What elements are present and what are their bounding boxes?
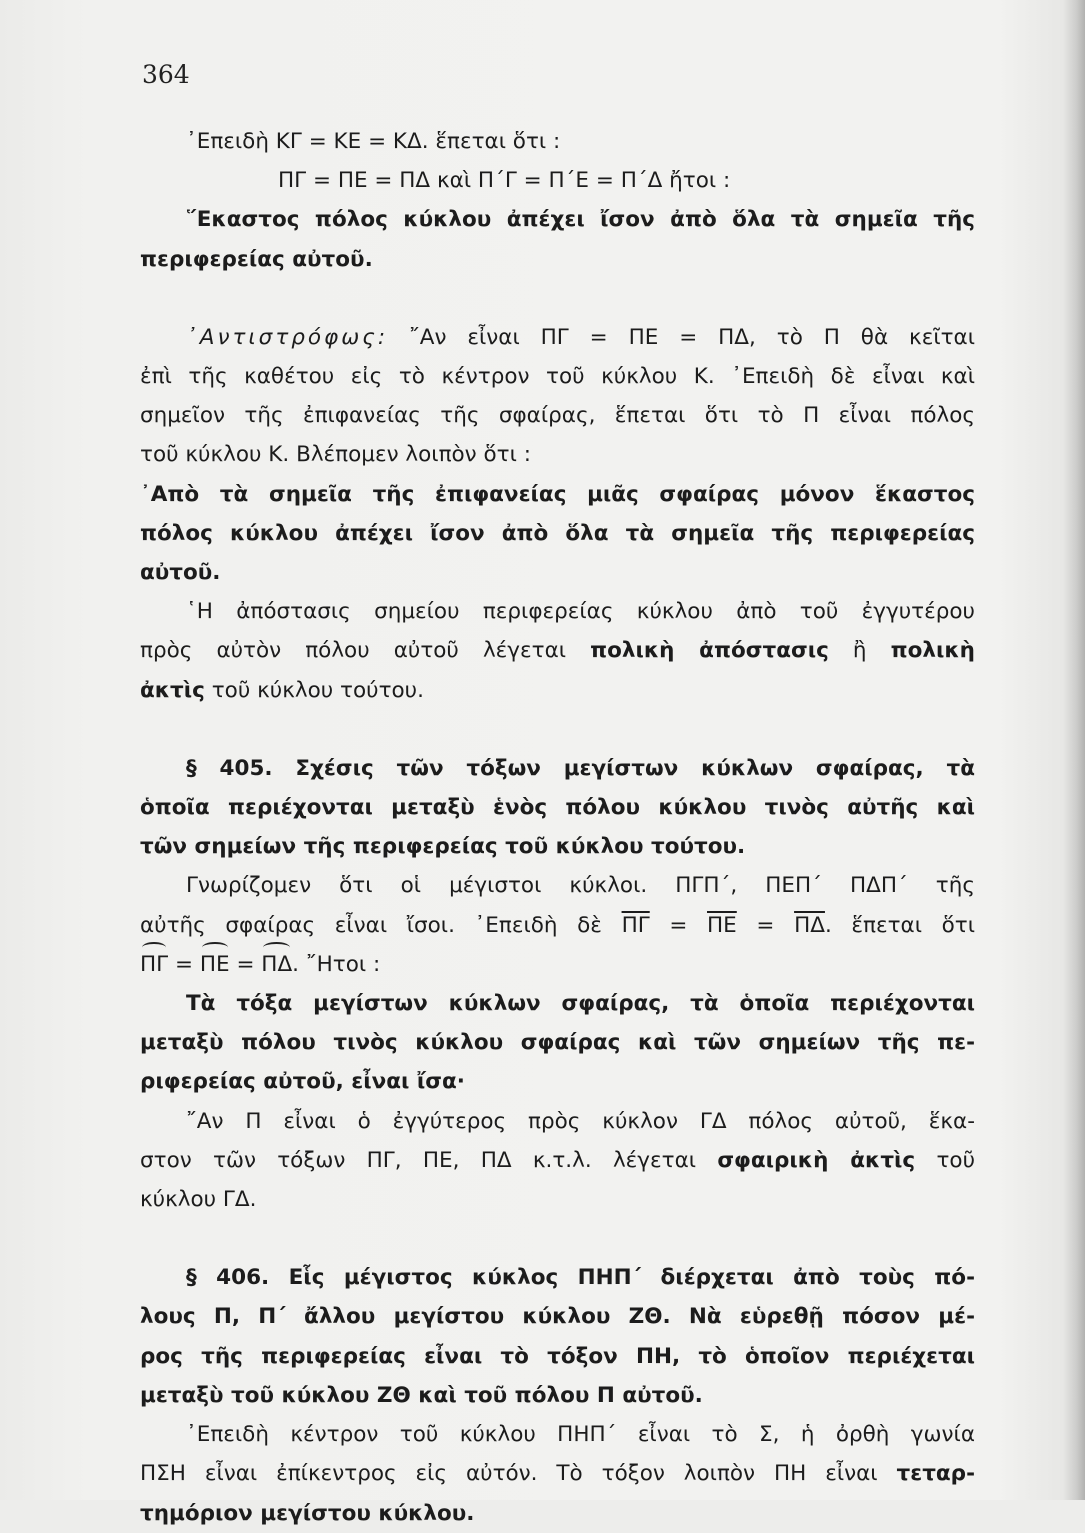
arc: ΠΕ — [200, 945, 230, 984]
segment: $\overline{\Pi\Delta}$ — [794, 912, 825, 938]
page-spine-shadow — [1063, 0, 1085, 1500]
text-line: ἐπὶ τῆς καθέτου εἰς τὸ κέντρον τοῦ κύκλου Κ. ᾿Επειδὴ δὲ εἶναι καὶ — [140, 364, 975, 390]
arc: ΠΓ — [140, 945, 168, 984]
section-heading-406: λους Π, Π΄ ἄλλου μεγίστου κύκλου ΖΘ. Νὰ εὑρεθῇ πόσον μέ- — [140, 1304, 975, 1330]
text-span: ΠΣΗ εἶναι ἐπίκεντρος εἰς αὐτόν. Τὸ τόξον λοιπὸν ΠΗ εἶναι — [140, 1461, 878, 1487]
text-span: τοῦ κύκλου τούτου. — [211, 677, 424, 703]
text-line: ᾿Επειδὴ κέντρον τοῦ κύκλου ΠΗΠ΄ εἶναι τὸ Σ, ἡ ὀρθὴ γωνία — [186, 1422, 975, 1448]
text-span: . ἕπεται ὅτι — [824, 912, 976, 938]
text-line: ῎Αν Π εἶναι ὁ ἐγγύτερος πρὸς κύκλον ΓΔ πόλος αὐτοῦ, ἕκα- — [186, 1108, 975, 1134]
spacer — [140, 1219, 975, 1258]
text-line: αὐτῆς σφαίρας εἶναι ἴσοι. ᾿Επειδὴ δὲ $\overline{\Pi\Gamma} = \overline{\Pi E} = \overline{\Pi\Delta}$. ἕπεται ὅτι — [140, 912, 976, 938]
text-line — [140, 318, 975, 357]
text-span: τοῦ — [936, 1147, 976, 1173]
text-span: αὐτῆς σφαίρας εἶναι ἴσοι. ᾿Επειδὴ δὲ — [140, 912, 602, 938]
text-span: πρὸς αὐτὸν πόλου αὐτοῦ λέγεται — [140, 638, 567, 664]
text-line — [140, 631, 975, 670]
section-heading-406: μεταξὺ τοῦ κύκλου ΖΘ καὶ τοῦ πόλου Π αὐτοῦ. — [140, 1382, 703, 1408]
text-line: ᾿Επειδὴ ΚΓ = ΚΕ = ΚΔ. ἕπεται ὅτι : — [186, 129, 561, 154]
page-number: 364 — [142, 60, 190, 89]
theorem-statement: αὐτοῦ. — [140, 560, 221, 586]
text-span: ῎Αν εἶναι ΠΓ = ΠΕ = ΠΔ, τὸ Π θὰ κεῖται — [409, 324, 975, 350]
text-span: . ῎Ητοι : — [292, 951, 381, 977]
text-line: ΠΓ = ΠΕ = ΠΔ. ῎Ητοι : — [140, 945, 975, 984]
text-line — [140, 1141, 975, 1180]
theorem-statement: ῞Εκαστος πόλος κύκλου ἀπέχει ἴσον ἀπὸ ὅλα τὰ σημεῖα τῆς — [186, 207, 975, 233]
text-line: ῾Η ἀπόστασις σημείου περιφερείας κύκλου ἀπὸ τοῦ ἐγγυτέρου — [186, 599, 975, 625]
text-span: ἢ — [852, 638, 867, 664]
term: τημόριον μεγίστου κύκλου. — [140, 1500, 475, 1526]
text-line: ΠΓ = ΠΕ = ΠΔ καὶ Π΄Γ = Π΄Ε = Π΄Δ ἤτοι : — [278, 168, 731, 194]
text-line: σημεῖον τῆς ἐπιφανείας τῆς σφαίρας, ἕπεται ὅτι τὸ Π εἶναι πόλος — [140, 403, 975, 429]
arc: ΠΔ — [261, 945, 292, 984]
text-line: Γνωρίζομεν ὅτι οἱ μέγιστοι κύκλοι. ΠΓΠ΄, ΠΕΠ΄ ΠΔΠ΄ τῆς — [186, 873, 975, 899]
text-line: κύκλου ΓΔ. — [140, 1187, 257, 1213]
term: πολικὴ — [890, 638, 975, 664]
spacer — [140, 279, 975, 318]
theorem-statement: Τὰ τόξα μεγίστων κύκλων σφαίρας, τὰ ὁποῖα περιέχονται — [186, 991, 975, 1017]
term: πολικὴ ἀπόστασις — [590, 638, 829, 664]
section-heading-405: ὁποῖα περιέχονται μεταξὺ ἑνὸς πόλου κύκλου τινὸς αὐτῆς καὶ — [140, 795, 975, 821]
term: ἀκτὶς — [140, 677, 205, 703]
theorem-statement: πόλος κύκλου ἀπέχει ἴσον ἀπὸ ὅλα τὰ σημεῖα τῆς περιφερείας — [140, 520, 975, 546]
section-heading-405: τῶν σημείων τῆς περιφερείας τοῦ κύκλου τούτου. — [140, 834, 746, 860]
text-span: στον τῶν τόξων ΠΓ, ΠΕ, ΠΔ κ.τ.λ. λέγεται — [140, 1147, 697, 1173]
text-line — [140, 1454, 975, 1493]
term: τεταρ- — [896, 1461, 975, 1487]
section-heading-406: § 406. Εἷς μέγιστος κύκλος ΠΗΠ΄ διέρχεται ἀπὸ τοὺς πό- — [186, 1265, 975, 1291]
term: σφαιρικὴ ἀκτὶς — [717, 1147, 916, 1173]
spacer — [140, 710, 975, 749]
theorem-statement: περιφερείας αὐτοῦ. — [140, 246, 373, 272]
theorem-statement: ᾿Απὸ τὰ σημεῖα τῆς ἐπιφανείας μιᾶς σφαίρας μόνον ἕκαστος — [140, 481, 975, 507]
text-line: τοῦ κύκλου Κ. Βλέπομεν λοιπὸν ὅτι : — [140, 442, 531, 468]
theorem-statement: ριφερείας αὐτοῦ, εἶναι ἴσα· — [140, 1069, 465, 1095]
segment: $\overline{\Pi E}$ — [707, 912, 737, 938]
page-text — [140, 122, 975, 1533]
theorem-statement: μεταξὺ πόλου τινὸς κύκλου σφαίρας καὶ τῶν σημείων τῆς πε- — [140, 1030, 975, 1056]
text-line — [140, 671, 975, 710]
section-heading-406: ρος τῆς περιφερείας εἶναι τὸ τόξον ΠΗ, τὸ ὁποῖον περιέχεται — [140, 1343, 975, 1369]
section-heading-405: § 405. Σχέσις τῶν τόξων μεγίστων κύκλων σφαίρας, τὰ — [186, 755, 975, 781]
converse-label: ᾿Αντιστρόφως: — [186, 324, 389, 350]
segment: $\overline{\Pi\Gamma}$ — [621, 912, 650, 938]
